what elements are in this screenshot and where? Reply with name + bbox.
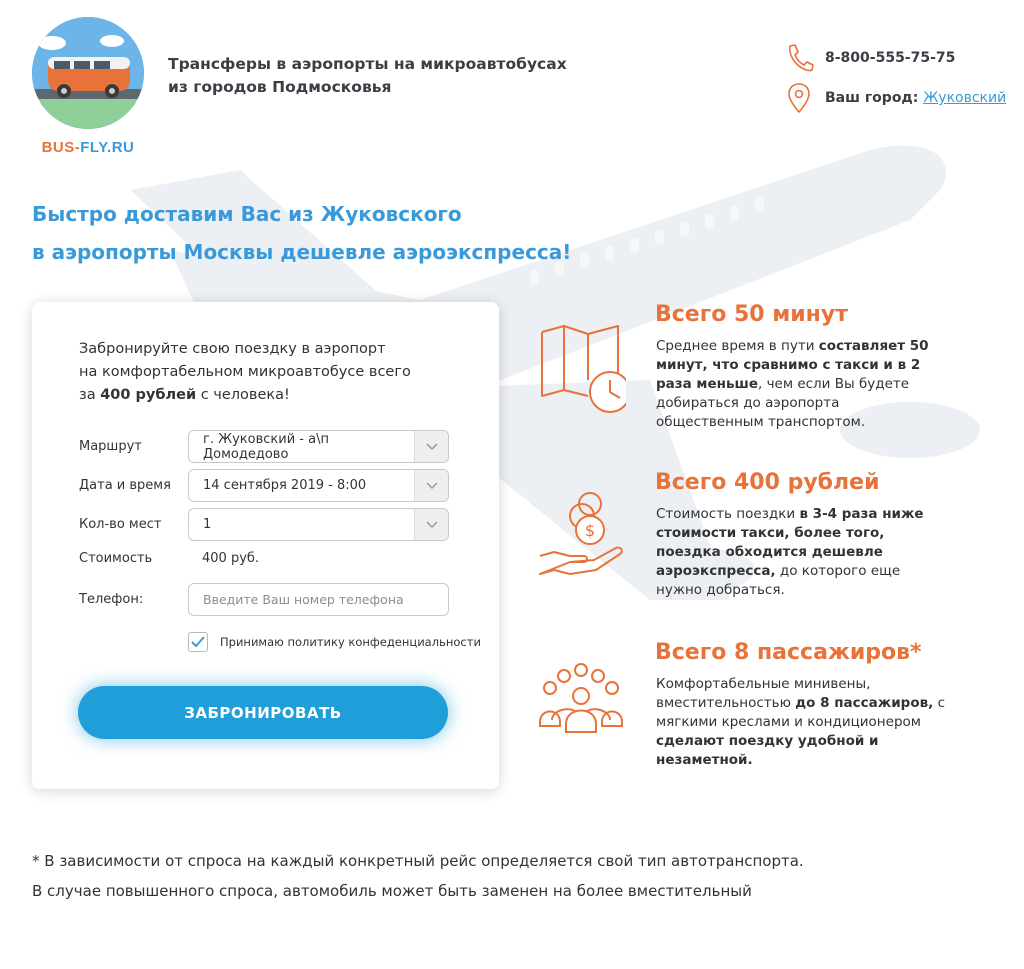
map-clock-icon <box>536 324 626 414</box>
city-row <box>784 80 1014 116</box>
svg-text:$: $ <box>584 521 596 540</box>
phone-label: Телефон: <box>79 592 144 607</box>
route-select[interactable]: г. Жуковский - а\п Домодедово <box>188 430 449 463</box>
date-select[interactable]: 14 сентября 2019 - 8:00 <box>188 469 449 502</box>
phone-icon <box>784 42 814 74</box>
checkmark-icon <box>190 635 206 649</box>
feature-title: Всего 8 пассажиров* <box>655 640 922 665</box>
logo-text: BUS-FLY.RU <box>41 139 135 156</box>
feature-title: Всего 50 минут <box>655 302 848 327</box>
booking-form-card <box>32 302 499 789</box>
contacts <box>784 40 1014 120</box>
page-headline: Быстро доставим Вас из Жуковского в аэропорты Москвы дешевле аэроэкспресса! <box>32 202 572 264</box>
cost-value: 400 руб. <box>202 551 260 566</box>
location-pin-icon <box>784 82 814 114</box>
seats-label: Кол-во мест <box>79 517 162 532</box>
site-logo[interactable] <box>32 17 144 156</box>
feature-title: Всего 400 рублей <box>655 470 880 495</box>
money-hand-icon <box>536 492 626 582</box>
date-label: Дата и время <box>79 478 171 493</box>
cost-row <box>79 551 469 566</box>
privacy-consent[interactable] <box>188 632 481 652</box>
phone-input-row <box>79 583 469 616</box>
seats-select[interactable]: 1 <box>188 508 449 541</box>
chevron-down-icon[interactable] <box>414 431 448 462</box>
passengers-icon <box>536 662 626 752</box>
date-row <box>79 469 469 502</box>
phone-row <box>784 40 1014 76</box>
form-intro: Забронируйте свою поездку в аэропорт на комфортабельном микроавтобусе всего за 400 рублей с человека! <box>79 341 411 403</box>
route-row <box>79 430 469 463</box>
feature-text: Стоимость поездки в 3-4 раза ниже стоимости такси, более того, поездка обходится дешевле аэроэкспресса, до которого еще нужно добраться. <box>656 506 924 598</box>
chevron-down-icon[interactable] <box>414 509 448 540</box>
cost-label: Стоимость <box>79 551 153 566</box>
feature-text: Комфортабельные минивены, вместительностью до 8 пассажиров, с мягкими креслами и кондиционером сделают поездку удобной и незаметной. <box>656 676 945 768</box>
footnote: * В зависимости от спроса на каждый конкретный рейс определяется свой тип автотранспорта. В случае повышенного спроса, автомобиль может быть заменен на более вместительный <box>32 852 804 900</box>
route-label: Маршрут <box>79 439 142 454</box>
consent-label: Принимаю политику конфеденциальности <box>220 635 481 649</box>
city-label: Ваш город: <box>825 90 919 106</box>
city-select-link[interactable]: Жуковский <box>923 90 1007 106</box>
book-button[interactable]: ЗАБРОНИРОВАТЬ <box>78 686 448 739</box>
chevron-down-icon[interactable] <box>414 470 448 501</box>
feature-text: Среднее время в пути составляет 50 минут, что сравнимо с такси и в 2 раза меньше, чем если Вы будете добираться до аэропорта общественным транспортом. <box>656 338 929 430</box>
seats-row <box>79 508 469 541</box>
consent-checkbox[interactable] <box>188 632 208 652</box>
header-title: Трансферы в аэропорты на микроавтобусах из городов Подмосковья <box>168 55 567 97</box>
phone-number[interactable]: 8-800-555-75-75 <box>825 50 956 66</box>
phone-input[interactable] <box>188 583 449 616</box>
bus-logo-icon <box>32 17 144 129</box>
